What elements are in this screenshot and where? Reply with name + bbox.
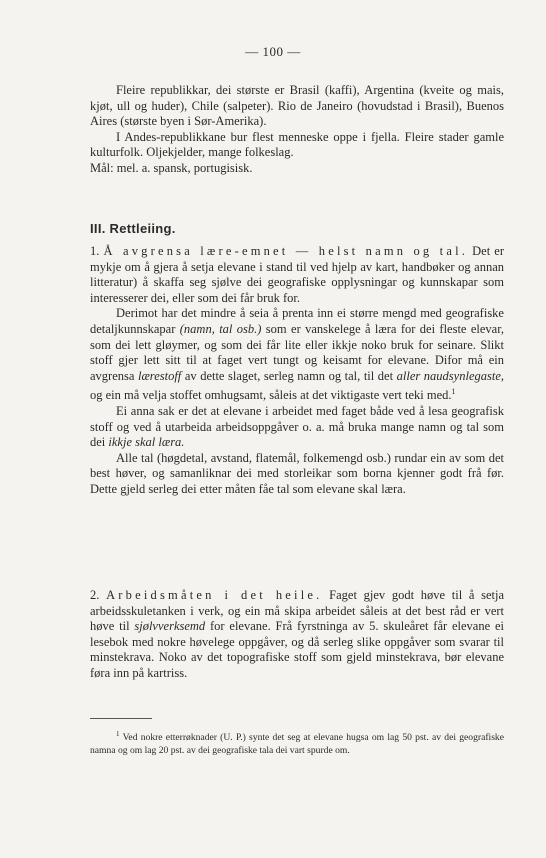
intro-paragraph-andes: I Andes-republikkane bur flest menneske oppe i fjella. Fleire stader gamle kulturfolk. Oljekjelder, mange folkeslag. <box>90 129 504 160</box>
italic-span: aller naudsynlegaste, <box>396 368 504 383</box>
text-span: som er vanskelege å læra for dei fleste elevar, som dei lett gløymer, og som dei får lite eller ikkje noko bruk for seinare. Slikt stoff gjer lett sitt til at faget vert tungt og keisamt for elevane. Difor må ein avgrensa <box>90 321 505 383</box>
item-1-paragraph-2 <box>90 306 504 404</box>
text-span: Faget gjev godt høve til å setja arbeidsskuletanken i verk, og ein må skipa arbeidet såleis at det best råd er vert høve til <box>90 588 505 634</box>
footnote-divider <box>90 718 152 719</box>
item-1-paragraph-3 <box>90 404 504 451</box>
italic-span: sjølvverksemd <box>134 619 206 634</box>
section-heading: III. Rettleiing. <box>90 221 176 236</box>
item-2-paragraph-1 <box>90 588 504 682</box>
item-1-lead: Å avgrensa lære-emnet — helst namn og tal. <box>103 244 469 258</box>
footnote <box>90 728 504 757</box>
footnote-paragraph <box>90 728 504 757</box>
text-span: Derimot har det mindre å seia å prenta inn ei større mengd med geografiske detaljkunnskapar <box>90 306 504 336</box>
item-1-text: Det er mykje om å gjera å setja elevane i stand til ved hjelp av kart, handbøker og annan litteratur) å skaffa seg sjølve dei geografiske opplysningar og kunnskapar som interesserer dei, eller som dei får bruk for. <box>90 244 504 305</box>
text-span: for elevane. Frå fyrstninga av 5. skuleåret får elevane ei lesebok med nokre høvelege oppgåver, og då serleg slike oppgåver som svarar til minstekrava. Noko av det topografiske stoff som gjeld minstekrava, bør elevane føra inn på kartriss. <box>90 619 505 680</box>
item-2-number: 2. <box>90 588 100 602</box>
item-1-paragraph-1 <box>90 244 504 306</box>
item-1-paragraph-4: Alle tal (høgdetal, avstand, flatemål, folkemengd osb.) rundar ein av som det best høver, og samanliknar dei med storleikar som borna kjenner godt frå før. Dette gjeld serleg dei etter måten fåe tal som elevane skal læra. <box>90 450 504 497</box>
text-span: Ei anna sak er det at elevane i arbeidet med faget både ved å lesa geografisk stoff og ved å utarbeida arbeidsoppgåver o. a. må bruka mange namn og tal som dei <box>90 404 504 450</box>
page-number: — 100 — <box>245 44 301 59</box>
item-2-lead: Arbeidsmåten i det heile. <box>106 588 323 602</box>
item-1-number: 1. <box>90 244 100 258</box>
footnote-reference: 1 <box>451 387 456 397</box>
intro-paragraph-languages: Mål: mel. a. spansk, portugisisk. <box>90 160 253 175</box>
italic-span: lærestoff <box>137 368 182 383</box>
italic-span: ikkje skal læra. <box>108 435 185 450</box>
footnote-text: Ved nokre etterrøknader (U. P.) synte det seg at elevane hugsa om lag 50 pst. av dei geografiske namna og om lag 20 pst. av dei geografiske tala dei vart spurde om. <box>90 732 504 757</box>
text-span: av dette slaget, serleg namn og tal, til det <box>181 368 397 383</box>
footnote-marker: 1 <box>116 730 120 738</box>
intro-text <box>90 83 504 177</box>
italic-span: (namn, tal osb.) <box>179 321 262 336</box>
intro-paragraph-republics: Fleire republikkar, dei største er Brasil (kaffi), Argentina (kveite og mais, kjøt, ull og huder), Chile (salpeter). Rio de Janeiro (hovudstad i Brasil), Buenos Aires (største byen i Sør-Amerika). <box>90 83 504 129</box>
text-span: og ein må velja stoffet omhugsamt, såleis at det viktigaste vert teki med. <box>90 388 452 403</box>
item-1-section <box>90 244 504 498</box>
item-2-section <box>90 588 504 682</box>
